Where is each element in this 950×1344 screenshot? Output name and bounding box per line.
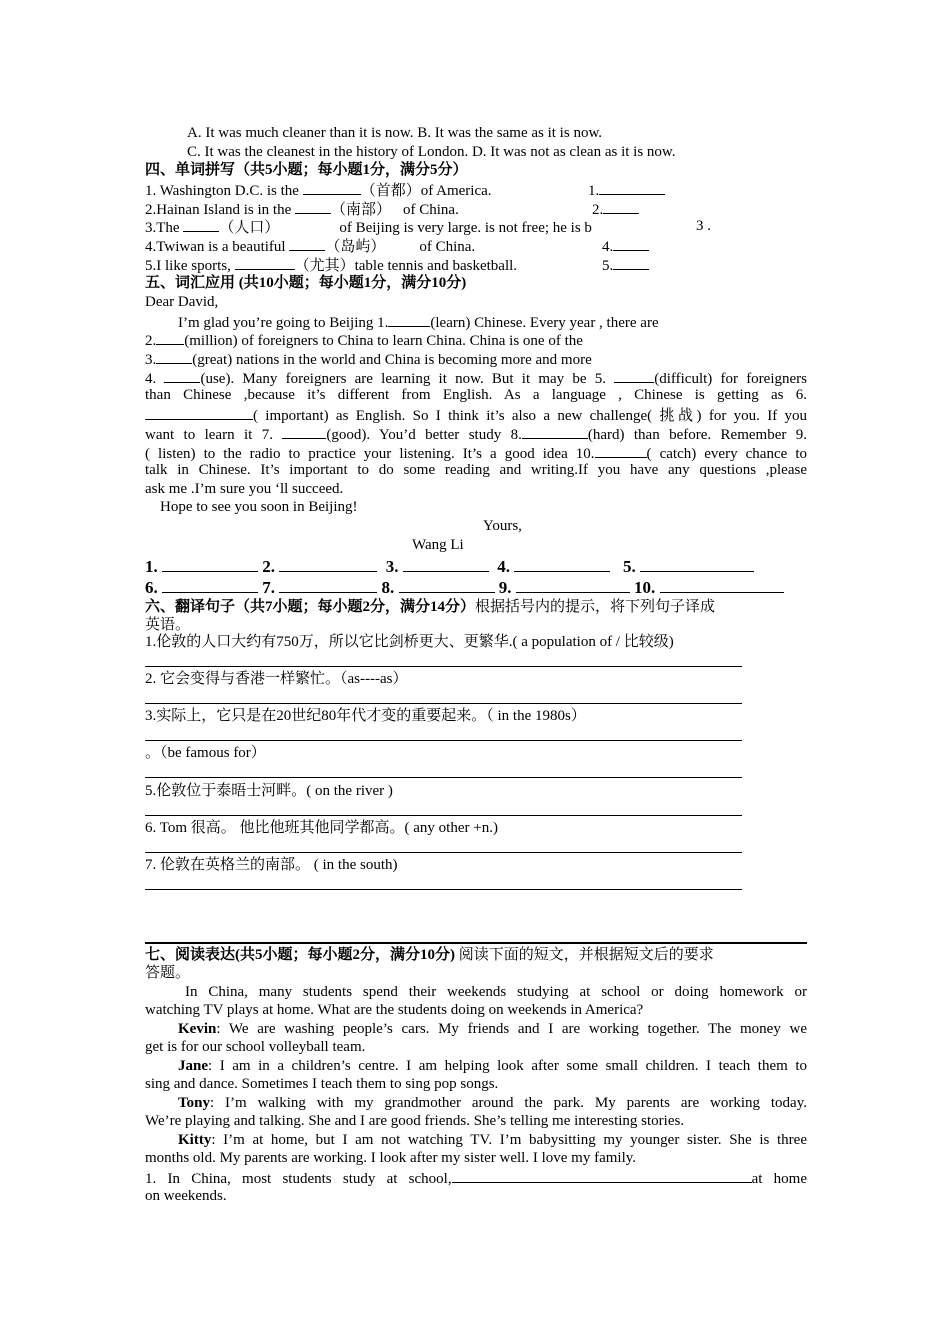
answer-row-1	[145, 555, 754, 577]
letter-line-1	[178, 312, 659, 332]
reading-p1-a: In China, many students spend their weekends studying at school or doing homework or	[185, 984, 807, 1000]
q4-text: 4.Twiwan is a beautiful	[145, 239, 290, 255]
letter-line-4-a: 4.	[145, 371, 165, 387]
kevin-name: Kevin	[178, 1021, 217, 1037]
q2-blank[interactable]	[295, 199, 331, 214]
letter-line-6-b: ( important) as English. So I think it’s also a new challenge( 挑战) for you. If you	[253, 408, 807, 424]
translate-answer-line-6[interactable]	[145, 852, 742, 853]
q5-blank[interactable]	[235, 255, 295, 270]
translate-answer-line-1[interactable]	[145, 666, 742, 667]
reading-q1-text: 1. In China, most students study at school,	[145, 1171, 452, 1187]
ans-label-6: 6.	[145, 578, 158, 597]
ans-label-1: 1.	[145, 557, 158, 576]
reading-kevin-b: get is for our school volleyball team.	[145, 1039, 366, 1055]
ans-label-3: 3.	[385, 557, 399, 576]
letter-line-4	[145, 368, 807, 388]
translate-answer-line-4[interactable]	[145, 777, 742, 778]
letter-line-8-a: ( listen) to the radio to practice your listening. It’s a good idea 10.	[145, 446, 595, 462]
reading-q1-after: at home	[751, 1171, 807, 1187]
ans-label-9: 9.	[498, 578, 512, 597]
spelling-q1	[145, 180, 807, 200]
blank-8[interactable]	[522, 424, 588, 439]
letter-line-7	[145, 424, 807, 444]
option-line-1: A. It was much cleaner than it is now. B. It was the same as it is now.	[187, 125, 603, 141]
letter-yours: Yours,	[483, 518, 522, 534]
letter-line-3-b: (great) nations in the world and China is becoming more and more	[192, 352, 592, 368]
translate-q3: 3.实际上，它只是在20世纪80年代才变的重要起来。（ in the 1980s）	[145, 708, 586, 724]
reading-q1-blank[interactable]	[452, 1168, 752, 1183]
translate-answer-line-7[interactable]	[145, 889, 742, 890]
blank-5[interactable]	[614, 368, 654, 383]
answer-row-2	[145, 576, 784, 598]
translate-answer-line-3[interactable]	[145, 740, 742, 741]
section-6-header	[145, 598, 807, 616]
ans-blank-9[interactable]	[516, 576, 630, 593]
kitty-text-a: : I’m at home, but I am not watching TV. I’m babysitting my younger sister. She is three	[211, 1132, 807, 1148]
blank-1[interactable]	[388, 312, 430, 327]
ans-blank-10[interactable]	[660, 576, 784, 593]
ans-blank-4[interactable]	[514, 555, 610, 572]
ans-label-4: 4.	[497, 557, 510, 576]
q5-hint: （尤其）	[294, 258, 355, 274]
q3-blank[interactable]	[183, 217, 219, 232]
q1-blank[interactable]	[303, 180, 361, 195]
section-5-header: 五、词汇应用 (共10小题；每小题1分，满分10分)	[145, 275, 467, 291]
answer-1	[588, 180, 665, 200]
spelling-q2	[145, 199, 807, 219]
translate-q2: 2. 它会变得与香港一样繁忙。（as----as）	[145, 671, 408, 687]
ans-blank-5[interactable]	[640, 555, 754, 572]
kitty-name: Kitty	[178, 1132, 212, 1148]
tony-text-a: : I’m walking with my grandmother around the park. My parents are working today.	[209, 1095, 807, 1111]
reading-q1	[145, 1168, 807, 1188]
reading-jane-a	[178, 1057, 807, 1075]
letter-line-8	[145, 443, 807, 463]
ans-label-10: 10.	[634, 578, 656, 597]
q1-after: of America.	[420, 183, 492, 199]
reading-tony-b: We’re playing and talking. She and I are good friends. She’s telling me interesting stories.	[145, 1113, 685, 1129]
section-4-header: 四、单词拼写（共5小题；每小题1分，满分5分）	[145, 162, 468, 178]
translate-answer-line-5[interactable]	[145, 815, 742, 816]
q5-after: table tennis and basketball.	[354, 258, 518, 274]
q3-hint: （人口）	[219, 220, 280, 236]
section-6-header-line2: 英语。	[145, 617, 191, 633]
answer-3: 3 .	[696, 218, 711, 234]
letter-line-2-a: 2.	[145, 333, 157, 349]
ans-label-8: 8.	[381, 578, 395, 597]
blank-7[interactable]	[282, 424, 326, 439]
blank-3[interactable]	[156, 349, 192, 364]
letter-line-7-b: (good). You’d better study 8.	[326, 427, 522, 443]
letter-line-8-b: ( catch) every chance to	[646, 446, 807, 462]
translate-q4: 。（be famous for）	[145, 745, 266, 761]
reading-kitty-b: months old. My parents are working. I look after my sister well. I love my family.	[145, 1150, 637, 1166]
ans-blank-2[interactable]	[279, 555, 377, 572]
ans-label-7: 7.	[262, 578, 275, 597]
letter-line-3	[145, 349, 807, 369]
answer-2-num: 2.	[592, 202, 604, 218]
translate-q7: 7. 伦敦在英格兰的南部。 ( in the south)	[145, 857, 398, 873]
ans-blank-6[interactable]	[162, 576, 258, 593]
ans-label-5: 5.	[623, 557, 636, 576]
q4-hint: （岛屿）	[325, 239, 386, 255]
blank-6[interactable]	[145, 405, 253, 420]
letter-line-9: talk in Chinese. It’s important to do some reading and writing.If you have any questions ,please	[145, 462, 807, 478]
q3-text: 3.The	[145, 220, 184, 236]
q4-after: of China.	[419, 239, 476, 255]
section-6-header-rest: 根据括号内的提示，将下列句子译成	[475, 599, 716, 615]
answer-5-blank[interactable]	[613, 255, 649, 270]
blank-2[interactable]	[156, 330, 184, 345]
reading-tony-a	[178, 1094, 807, 1112]
letter-line-1-b: (learn) Chinese. Every year , there are	[430, 315, 659, 331]
kevin-text-a: : We are washing people’s cars. My friends and I are working together. The money we	[216, 1021, 807, 1037]
letter-line-1-a: I’m glad you’re going to Beijing 1.	[178, 315, 389, 331]
answer-1-blank[interactable]	[599, 180, 665, 195]
q1-text: 1. Washington D.C. is the	[145, 183, 303, 199]
reading-kitty-a	[178, 1131, 807, 1149]
spelling-q4	[145, 236, 807, 256]
answer-2-blank[interactable]	[603, 199, 639, 214]
letter-line-7-a: want to learn it 7.	[145, 427, 283, 443]
ans-label-2: 2.	[262, 557, 275, 576]
reading-p1-b: watching TV plays at home. What are the students doing on weekends in America?	[145, 1002, 644, 1018]
letter-line-7-c: (hard) than before. Remember 9.	[587, 427, 807, 443]
jane-text-a: : I am in a children’s centre. I am helping look after some small children. I teach them to	[208, 1058, 807, 1074]
section-divider	[145, 942, 807, 944]
tony-name: Tony	[178, 1095, 210, 1111]
translate-q5: 5.伦敦位于泰晤士河畔。( on the river )	[145, 783, 393, 799]
ans-blank-7[interactable]	[279, 576, 377, 593]
translate-q1: 1.伦敦的人口大约有750万，所以它比剑桥更大、更繁华.( a population of / 比较级)	[145, 634, 674, 650]
letter-line-4-c: (difficult) for foreigners	[654, 371, 807, 387]
blank-4[interactable]	[164, 368, 200, 383]
section-6-header-bold: 六、翻译句子（共7小题；每小题2分，满分14分）	[145, 599, 476, 615]
section-7-header	[145, 946, 807, 964]
letter-line-3-a: 3.	[145, 352, 157, 368]
reading-jane-b: sing and dance. Sometimes I teach them to sing pop songs.	[145, 1076, 499, 1092]
answer-5	[602, 255, 649, 275]
q2-text: 2.Hainan Island is in the	[145, 202, 295, 218]
letter-line-2	[145, 330, 807, 350]
letter-line-2-b: (million) of foreigners to China to learn China. China is one of the	[184, 333, 583, 349]
q5-text: 5.I like sports,	[145, 258, 235, 274]
letter-line-5: than Chinese ,because it’s different from English. As a language , Chinese is getting as 6.	[145, 387, 807, 403]
letter-greeting: Dear David,	[145, 294, 219, 310]
letter-closing: Hope to see you soon in Beijing!	[160, 499, 358, 515]
section-7-header-bold: 七、阅读表达(共5小题；每小题2分，满分10分)	[145, 947, 455, 963]
q3-after: of Beijing is very large. is not free; he is b	[339, 220, 592, 236]
ans-blank-3[interactable]	[403, 555, 489, 572]
translate-answer-line-2[interactable]	[145, 703, 742, 704]
ans-blank-8[interactable]	[399, 576, 495, 593]
jane-name: Jane	[178, 1058, 208, 1074]
letter-line-4-b: (use). Many foreigners are learning it now. But it may be 5.	[200, 371, 615, 387]
q1-hint: （首都）	[360, 183, 421, 199]
q4-blank[interactable]	[289, 236, 325, 251]
letter-signature: Wang Li	[412, 537, 464, 553]
letter-line-10: ask me .I’m sure you ‘ll succeed.	[145, 481, 344, 497]
q2-hint: （南部）	[330, 202, 391, 218]
blank-10[interactable]	[595, 443, 647, 458]
answer-1-num: 1.	[588, 183, 600, 199]
option-line-2: C. It was the cleanest in the history of London. D. It was not as clean as it is now.	[187, 144, 676, 160]
reading-kevin-a	[178, 1020, 807, 1038]
ans-blank-1[interactable]	[162, 555, 258, 572]
answer-4	[602, 236, 649, 256]
q2-after: of China.	[403, 202, 459, 218]
answer-2	[592, 199, 639, 219]
spelling-q5	[145, 255, 807, 275]
section-7-header-rest: 阅读下面的短文，并根据短文后的要求	[455, 947, 714, 963]
answer-5-num: 5.	[602, 258, 614, 274]
translate-q6: 6. Tom 很高。 他比他班其他同学都高。( any other +n.)	[145, 820, 498, 836]
section-7-header-line2: 答题。	[145, 965, 191, 981]
letter-line-6	[145, 405, 807, 425]
reading-q1-line2: on weekends.	[145, 1188, 227, 1204]
answer-4-blank[interactable]	[613, 236, 649, 251]
answer-4-num: 4.	[602, 239, 614, 255]
